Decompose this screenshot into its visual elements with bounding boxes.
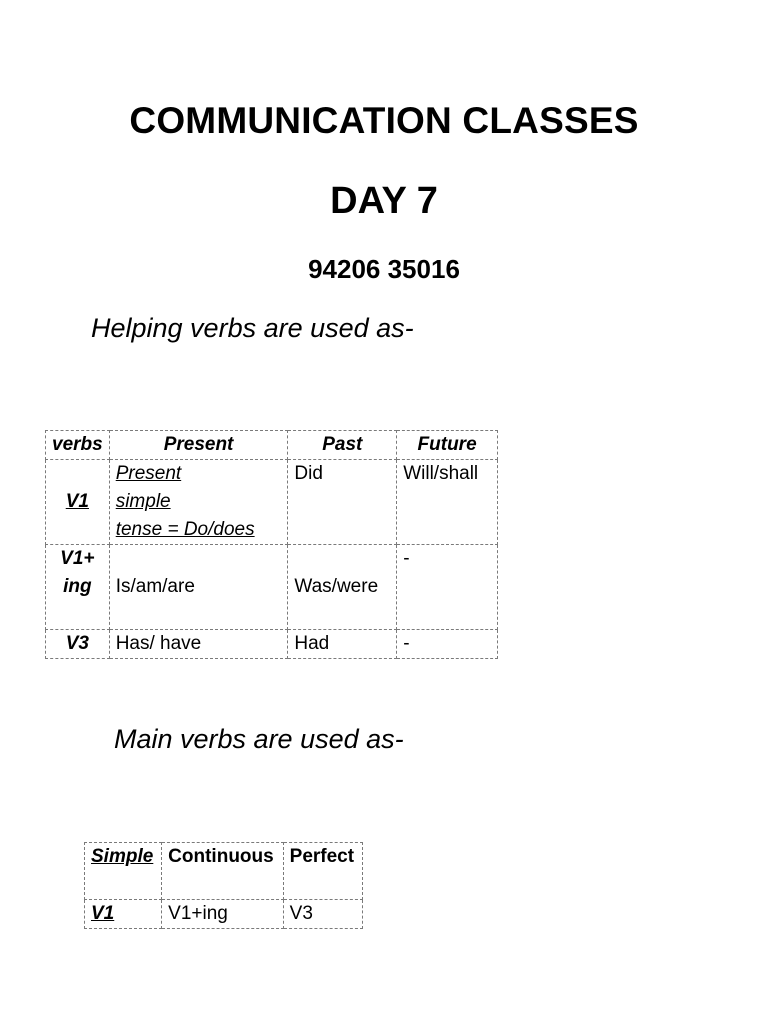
- cell-present-simple: [109, 460, 288, 545]
- row-label-v1-ing: [46, 545, 110, 630]
- header-cell-future: Future: [397, 431, 498, 460]
- table-header-row: [46, 431, 498, 460]
- cell-v1-ing: V1+ing: [162, 900, 283, 929]
- table-header-row: [85, 843, 363, 900]
- table-row: [85, 900, 363, 929]
- main-verbs-table: [84, 842, 363, 929]
- label-line: ing: [63, 576, 92, 597]
- header-cell-verbs: verbs: [46, 431, 110, 460]
- header-cell-present: Present: [109, 431, 288, 460]
- cell-present: Has/ have: [109, 630, 288, 659]
- cell-present: Is/am/are: [109, 545, 288, 630]
- main-verbs-intro: Main verbs are used as-: [114, 724, 404, 754]
- cell-past: Did: [288, 460, 397, 545]
- helping-verbs-table: [45, 430, 498, 659]
- header-cell-past: Past: [288, 431, 397, 460]
- label-line: V1+: [60, 548, 95, 569]
- present-simple-line: simple: [115, 491, 171, 512]
- row-label-v1: V1: [46, 460, 110, 545]
- helping-verbs-intro: Helping verbs are used as-: [91, 313, 414, 343]
- cell-past: Was/were: [288, 545, 397, 630]
- table-row: [46, 630, 498, 659]
- present-simple-line: tense = Do/does: [115, 519, 255, 540]
- table-row: [46, 545, 498, 630]
- phone-number: 94206 35016: [308, 254, 460, 284]
- header-cell-perfect: Perfect: [283, 843, 362, 900]
- header-cell-simple: Simple: [85, 843, 162, 900]
- cell-future: Will/shall: [397, 460, 498, 545]
- cell-future: -: [397, 545, 498, 630]
- document-title: COMMUNICATION CLASSES: [129, 100, 639, 141]
- cell-v3: V3: [283, 900, 362, 929]
- row-label-v3: V3: [46, 630, 110, 659]
- present-simple-line: Present: [115, 463, 182, 484]
- cell-future: -: [397, 630, 498, 659]
- cell-past: Had: [288, 630, 397, 659]
- header-cell-continuous: Continuous: [162, 843, 283, 900]
- table-row: [46, 460, 498, 545]
- day-title: DAY 7: [330, 180, 438, 222]
- cell-v1: V1: [85, 900, 162, 929]
